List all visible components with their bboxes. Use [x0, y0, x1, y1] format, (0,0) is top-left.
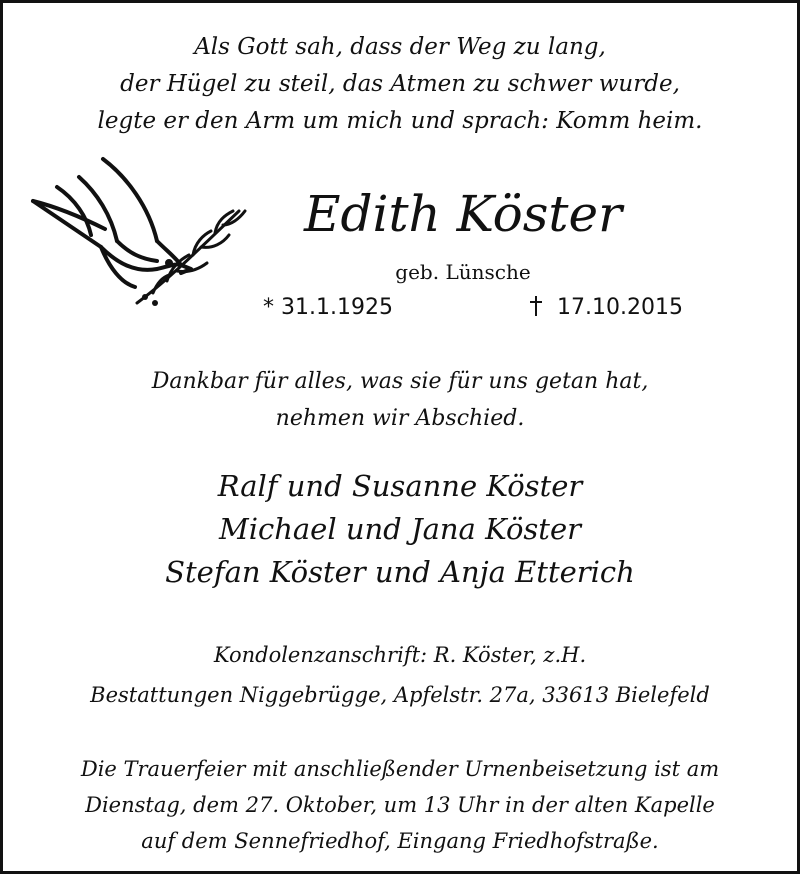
family-line: Stefan Köster und Anja Etterich: [165, 555, 635, 589]
ceremony-line: auf dem Sennefriedhof, Eingang Friedhofstraße.: [141, 829, 659, 853]
family-line: Ralf und Susanne Köster: [217, 469, 583, 503]
birth-name: geb. Lünsche: [395, 260, 531, 284]
life-dates: [263, 295, 683, 320]
family-line: Michael und Jana Köster: [219, 512, 581, 546]
ceremony-line: Die Trauerfeier mit anschließender Urnenbeisetzung ist am: [80, 757, 720, 781]
thanks-text: [3, 363, 797, 437]
poem: [3, 29, 797, 140]
cross-icon: [529, 296, 543, 316]
deceased-name: Edith Köster: [303, 185, 623, 243]
family-names: [3, 465, 797, 594]
poem-line: Als Gott sah, dass der Weg zu lang,: [194, 34, 606, 60]
address-line: Bestattungen Niggebrügge, Apfelstr. 27a, 33613 Bielefeld: [90, 683, 710, 707]
death-date-group: [529, 295, 683, 320]
thanks-line: Dankbar für alles, was sie für uns getan hat,: [151, 369, 649, 394]
funeral-ceremony-info: [3, 751, 797, 859]
birth-date: * 31.1.1925: [263, 295, 393, 320]
condolence-address: [3, 635, 797, 715]
ceremony-line: Dienstag, dem 27. Oktober, um 13 Uhr in der alten Kapelle: [85, 793, 715, 817]
thanks-line: nehmen wir Abschied.: [275, 406, 525, 431]
poem-line: der Hügel zu steil, das Atmen zu schwer wurde,: [120, 71, 680, 97]
death-date: 17.10.2015: [557, 295, 683, 320]
poem-line: legte er den Arm um mich und sprach: Komm heim.: [97, 108, 703, 134]
address-line: Kondolenzanschrift: R. Köster, z.H.: [213, 643, 587, 667]
